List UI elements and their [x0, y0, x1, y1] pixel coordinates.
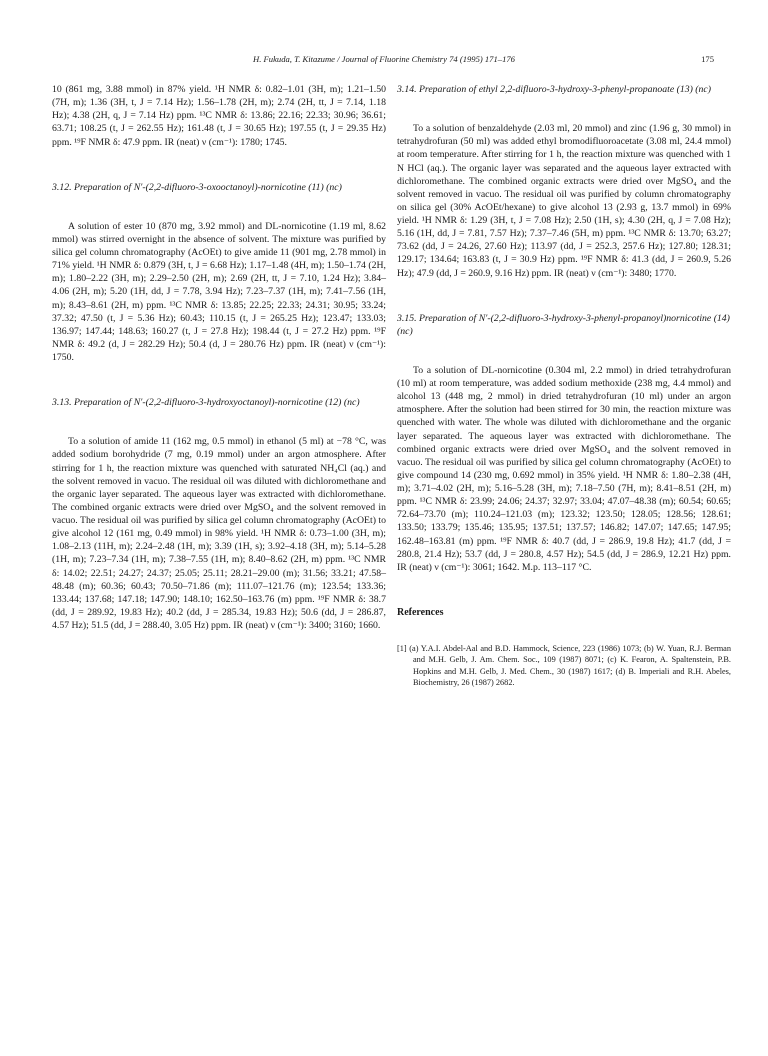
right-column [397, 83, 731, 689]
running-head [0, 52, 768, 66]
page-number: 175 [701, 54, 714, 64]
running-head-title: H. Fukuda, T. Kitazume / Journal of Fluorine Chemistry 74 (1995) 171–176 [253, 54, 515, 64]
section-3-12-body: A solution of ester 10 (870 mg, 3.92 mmol) and DL-nornicotine (1.19 ml, 8.62 mmol) was stirred overnight in the absence of solvent. The mixture was purified by silica gel column chromatography (AcOEt) to give amide 11 (901 mg, 2.78 mmol) in 71% yield. ¹H NMR δ: 0.879 (3H, t, J = 6.68 Hz); 1.17–1.48 (4H, m); 1.50–1.74 (2H, m); 1.80–2.22 (3H, m); 2.29–2.50 (2H, m); 2.69 (2H, tt, J = 7.10, 1.24 Hz); 3.84–4.06 (2H, m); 5.20 (1H, dd, J = 7.78, 3.94 Hz); 7.23–7.37 (1H, m); 7.41–7.56 (1H, m); 8.43–8.61 (2H, m) ppm. ¹³C NMR δ: 13.85; 22.25; 22.33; 24.31; 30.95; 33.24; 37.32; 47.50 (t, J = 5.36 Hz); 60.43; 110.15 (t, J = 265.25 Hz); 123.47; 133.03; 136.97; 147.44; 148.63; 160.27 (t, J = 27.8 Hz); 198.44 (t, J = 27.2 Hz) ppm. ¹⁹F NMR δ: 49.2 (d, J = 282.29 Hz); 50.4 (d, J = 280.76 Hz) ppm. IR (neat) ν (cm⁻¹): 1750. [52, 220, 386, 363]
reference-1: [1] (a) Y.A.I. Abdel-Aal and B.D. Hammock, Science, 223 (1986) 1073; (b) W. Yuan, R.J. Berman and M.H. Gelb, J. Am. Chem. Soc., 109 (1987) 8071; (c) K. Fearon, A. Spaltenstein, P.B. Hopkins and M.H. Gelb, J. Med. Chem., 30 (1987) 1617; (d) B. Imperiali and R.H. Abeles, Biochemistry, 26 (1987) 2682. [397, 643, 731, 688]
left-column [52, 83, 386, 632]
section-3-15-title: 3.15. Preparation of N′-(2,2-difluoro-3-hydroxy-3-phenyl-propanoyl)nornicotine (14) (nc) [397, 312, 730, 337]
section-3-13-body: To a solution of amide 11 (162 mg, 0.5 mmol) in ethanol (5 ml) at −78 °C, was added sodium borohydride (7 mg, 0.19 mmol) under an argon atmosphere. After stirring for 1 h, the reaction mixture was quenched with saturated NH₄Cl (aq.) and the solvent removed in vacuo. The residual oil was diluted with dichloromethane and the organic layer separated. The aqueous layer was extracted with dichloromethane. The combined organic extracts were dried over MgSO₄ and the solvent removed in vacuo. The residual oil was purified by silica gel column chromatography (AcOEt) to give alcohol 12 (161 mg, 0.49 mmol) in 98% yield. ¹H NMR δ: 0.73–1.00 (3H, m); 1.08–2.13 (11H, m); 2.24–2.48 (1H, m); 3.39 (1H, s); 3.92–4.18 (3H, m); 5.14–5.28 (1H, m); 7.23–7.34 (1H, m); 7.38–7.55 (1H, m); 8.40–8.62 (2H, m) ppm. ¹³C NMR δ: 14.02; 22.51; 24.27; 24.37; 25.05; 25.11; 28.21–29.00 (m); 31.56; 33.21; 47.58–48.48 (m); 60.36; 60.43; 70.50–71.86 (m); 111.07–121.76 (m); 123.54; 133.36; 133.44; 137.68; 147.18; 147.90; 148.10; 162.50–163.76 (m) ppm. ¹⁹F NMR δ: 38.7 (dd, J = 289.92, 19.83 Hz); 40.2 (dd, J = 285.34, 19.83 Hz); 50.6 (dd, J = 286.87, 4.57 Hz); 51.5 (dd, J = 288.40, 3.05 Hz) ppm. IR (neat) ν (cm⁻¹): 3400; 3160; 1660. [52, 436, 386, 631]
section-3-14-body: To a solution of benzaldehyde (2.03 ml, 20 mmol) and zinc (1.96 g, 30 mmol) in tetrahydrofuran (50 ml) was added ethyl bromodifluoroacetate (3.08 ml, 24.4 mmol) at room temperature. After stirring for 1 h, the reaction mixture was quenched with 1 N HCl (aq.). The organic layer was separated and the aqueous layer extracted with dichloromethane. The combined organic extracts were dried over MgSO₄ and the solvent removed in vacuo. The residual oil was purified by column chromatography on silica gel (30% AcOEt/hexane) to give alcohol 13 (2.93 g, 13.7 mmol) in 69% yield. ¹H NMR δ: 1.29 (3H, t, J = 7.08 Hz); 2.50 (1H, s); 4.30 (2H, q, J = 7.08 Hz); 5.16 (1H, dd, J = 7.81, 7.57 Hz); 7.37–7.46 (5H, m) ppm. ¹³C NMR δ: 13.70; 63.27; 73.62 (dd, J = 24.26, 27.60 Hz); 113.97 (dd, J = 252.3, 257.6 Hz); 127.80; 128.31; 129.17; 134.64; 163.83 (t, J = 30.9 Hz) ppm. ¹⁹F NMR δ: 41.3 (dd, J = 260.9, 5.26 Hz); 47.9 (dd, J = 260.9, 9.16 Hz) ppm. IR (neat) ν (cm⁻¹): 3480; 1770. [397, 123, 731, 279]
section-3-14-title: 3.14. Preparation of ethyl 2,2-difluoro-3-hydroxy-3-phenyl-propanoate (13) (nc) [397, 84, 711, 95]
section-3-15-body: To a solution of DL-nornicotine (0.304 ml, 2.2 mmol) in dried tetrahydrofuran (10 ml) at room temperature, was added sodium methoxide (238 mg, 4.4 mmol) and alcohol 13 (448 mg, 2 mmol) in dried tetrahydrofuran (10 ml) under an argon atmosphere. After the solution had been stirred for 30 min, the reaction mixture was quenched with water. The whole was diluted with dichloromethane and the organic layer separated. The aqueous layer was extracted with dichloromethane. The combined organic extracts were dried over MgSO₄ and the solvent removed in vacuo. The residual oil was purified by silica gel column chromatography (AcOEt) to give compound 14 (230 mg, 0.692 mmol) in 35% yield. ¹H NMR δ: 1.80–2.38 (4H, m); 3.71–4.02 (2H, m); 5.16–5.28 (3H, m); 7.18–7.50 (7H, m); 8.41–8.51 (2H, m) ppm. ¹³C NMR δ: 23.99; 24.06; 24.37; 32.97; 33.04; 47.07–48.38 (m); 60.54; 60.65; 72.64–73.70 (m); 110.24–121.03 (m); 123.32; 123.50; 128.05; 128.56; 128.61; 133.50; 133.79; 135.46; 135.95; 137.51; 137.57; 146.82; 147.07; 147.65; 147.95; 162.48–163.81 (m) ppm. ¹⁹F NMR δ: 40.7 (dd, J = 286.9, 19.8 Hz); 41.7 (dd, J = 280.8, 21.4 Hz); 53.7 (dd, J = 280.8, 4.57 Hz); 54.5 (dd, J = 286.9, 12.21 Hz) ppm. IR (neat) ν (cm⁻¹): 3061; 1642. M.p. 113–117 °C. [397, 364, 731, 573]
references-heading: References [397, 606, 444, 618]
continued-paragraph: 10 (861 mg, 3.88 mmol) in 87% yield. ¹H NMR δ: 0.82–1.01 (3H, m); 1.21–1.50 (7H, m); 1.36 (3H, t, J = 7.14 Hz); 1.56–1.78 (2H, m); 2.74 (2H, tt, J = 7.14, 1.18 Hz); 4.38 (2H, q, J = 7.14 Hz) ppm. ¹³C NMR δ: 13.86; 22.16; 22.33; 30.96; 36.61; 63.71; 108.25 (t, J = 262.55 Hz); 161.48 (t, J = 30.65 Hz); 197.55 (t, J = 29.35 Hz) ppm. ¹⁹F NMR δ: 47.9 ppm. IR (neat) ν (cm⁻¹): 1780; 1745. [52, 84, 386, 148]
section-3-12-title: 3.12. Preparation of N′-(2,2-difluoro-3-oxooctanoyl)-nornicotine (11) (nc) [52, 181, 342, 193]
section-3-13-title: 3.13. Preparation of N′-(2,2-difluoro-3-hydroxyoctanoyl)-nornicotine (12) (nc) [52, 397, 360, 409]
